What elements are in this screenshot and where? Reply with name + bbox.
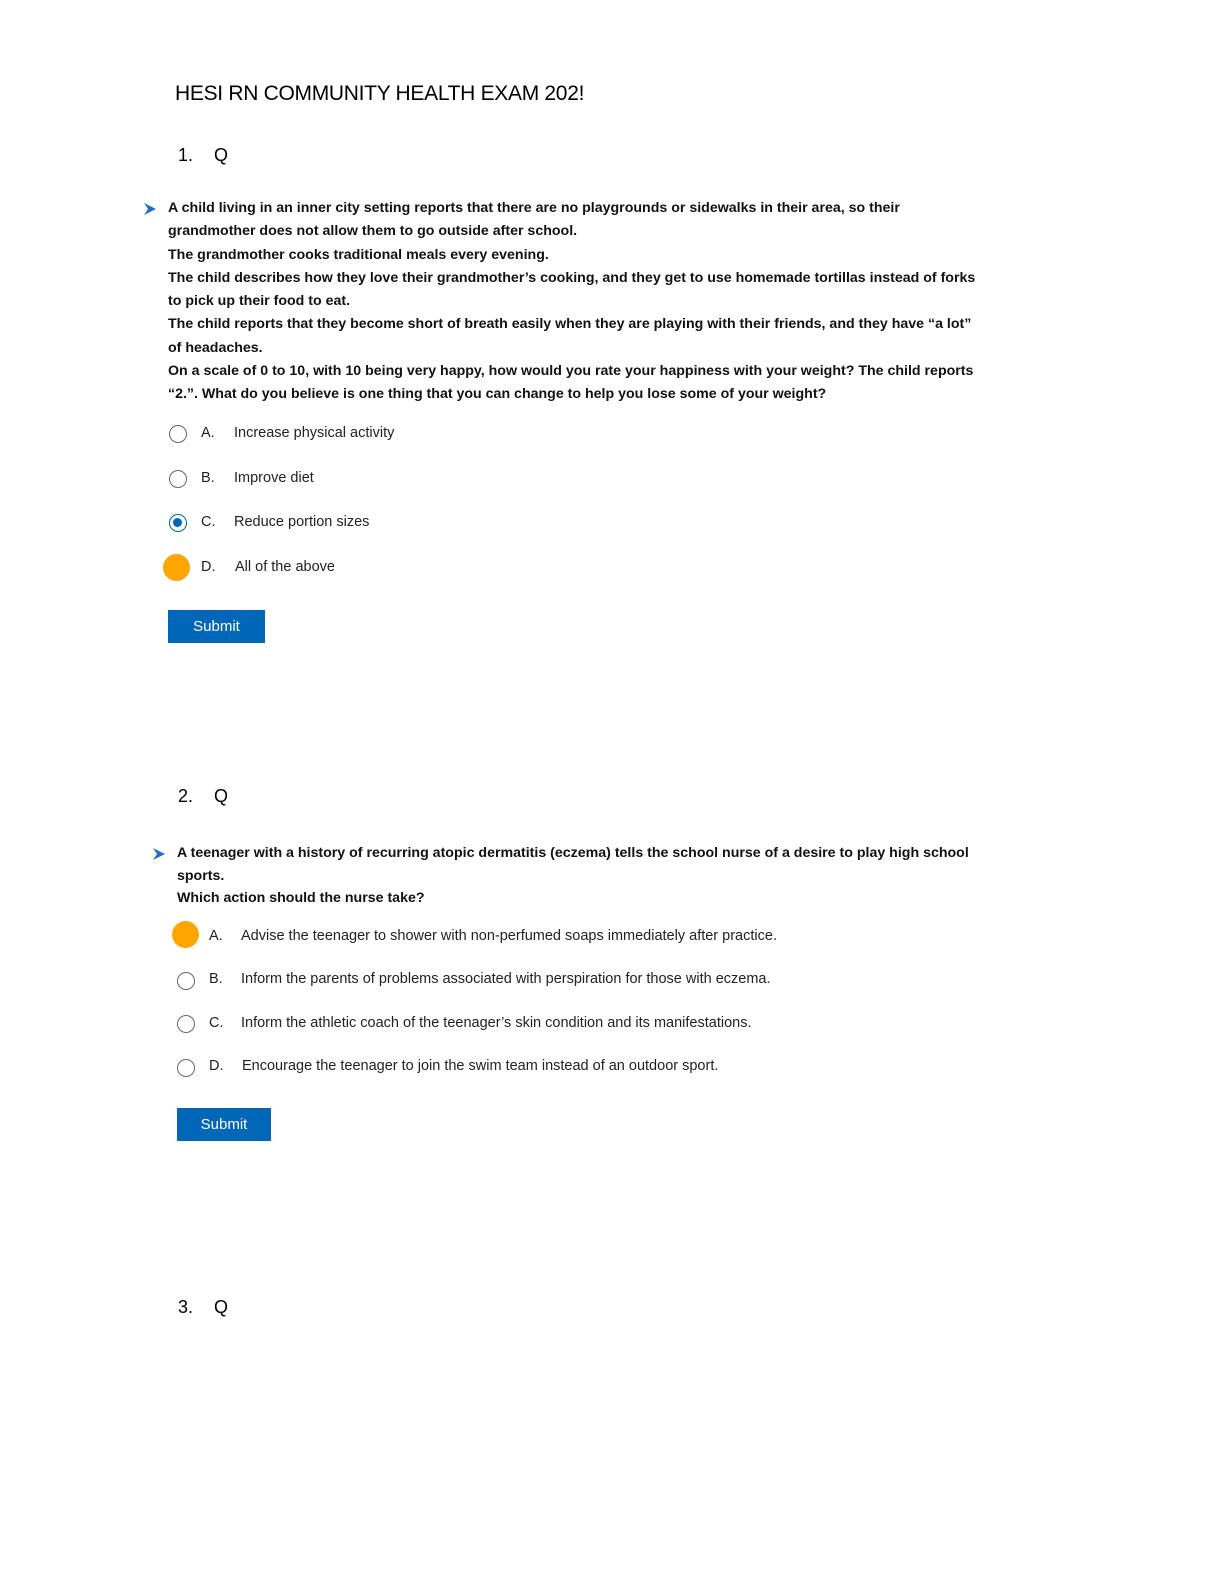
option-letter: B. [201, 470, 215, 486]
prompt-line: A child living in an inner city setting reports that there are no playgrounds or sidewalks in their area, so their [168, 200, 900, 216]
option-letter: D. [209, 1058, 224, 1074]
prompt-line: to pick up their food to eat. [168, 293, 351, 310]
option-letter: D. [201, 559, 216, 575]
radio-button[interactable] [177, 972, 195, 990]
radio-button[interactable] [169, 425, 187, 443]
submit-label: Submit [193, 618, 240, 635]
submit-button[interactable] [168, 610, 265, 643]
option-letter: A. [209, 928, 223, 944]
question-label: Q [214, 786, 229, 806]
question-label: Q [214, 1297, 229, 1317]
document-title: HESI RN COMMUNITY HEALTH EXAM 202! [175, 82, 585, 105]
radio-button-selected[interactable] [169, 514, 187, 532]
prompt-line: sports. [177, 867, 225, 884]
question-number: 1. [178, 145, 194, 165]
prompt-line: The child reports that they become short of breath easily when they are playing with their friends, and they have “a lot” [168, 316, 972, 333]
prompt-line: The child describes how they love their grandmother’s cooking, and they get to use homemade tortillas instead of forks [168, 269, 976, 286]
option-text: All of the above [235, 559, 335, 575]
option-text: Inform the athletic coach of the teenager’s skin condition and its manifestations. [241, 1015, 752, 1031]
option-text: Advise the teenager to shower with non-perfumed soaps immediately after practice. [241, 928, 777, 944]
question-number: 3. [178, 1297, 194, 1317]
radio-button[interactable] [177, 1059, 195, 1077]
radio-button[interactable] [169, 470, 187, 488]
option-letter: C. [209, 1015, 224, 1031]
question-number: 2. [178, 786, 194, 806]
option-text: Encourage the teenager to join the swim team instead of an outdoor sport. [242, 1058, 719, 1074]
highlight-marker [172, 921, 199, 948]
option-text: Increase physical activity [234, 425, 395, 441]
question-2-number [178, 786, 228, 807]
option-text: Inform the parents of problems associated with perspiration for those with eczema. [241, 971, 771, 987]
option-text: Reduce portion sizes [234, 514, 370, 530]
prompt-line: of headaches. [168, 339, 263, 356]
radio-button[interactable] [177, 1015, 195, 1033]
submit-label: Submit [200, 1116, 248, 1133]
question-label: Q [214, 145, 229, 165]
question-1-prompt [168, 197, 975, 407]
submit-button[interactable] [177, 1108, 271, 1141]
prompt-line: On a scale of 0 to 10, with 10 being very happy, how would you rate your happiness with your weight? The child reports [168, 363, 974, 380]
prompt-line: grandmother does not allow them to go outside after school. [168, 223, 578, 240]
option-letter: B. [209, 971, 223, 987]
arrow-bullet-icon [152, 847, 166, 861]
option-letter: A. [201, 425, 215, 441]
option-letter: C. [201, 514, 216, 530]
prompt-line: “2.”. What do you believe is one thing that you can change to help you lose some of your weight? [168, 386, 827, 403]
prompt-line: A teenager with a history of recurring atopic dermatitis (eczema) tells the school nurse of a desire to play high school [177, 845, 969, 861]
prompt-line: Which action should the nurse take? [177, 890, 425, 906]
option-text: Improve diet [234, 470, 314, 486]
question-3-number [178, 1297, 228, 1318]
arrow-bullet-icon [143, 202, 157, 216]
question-2-prompt [177, 842, 969, 910]
prompt-line: The grandmother cooks traditional meals every evening. [168, 246, 549, 263]
highlight-marker [163, 554, 190, 581]
question-1-number [178, 145, 228, 166]
